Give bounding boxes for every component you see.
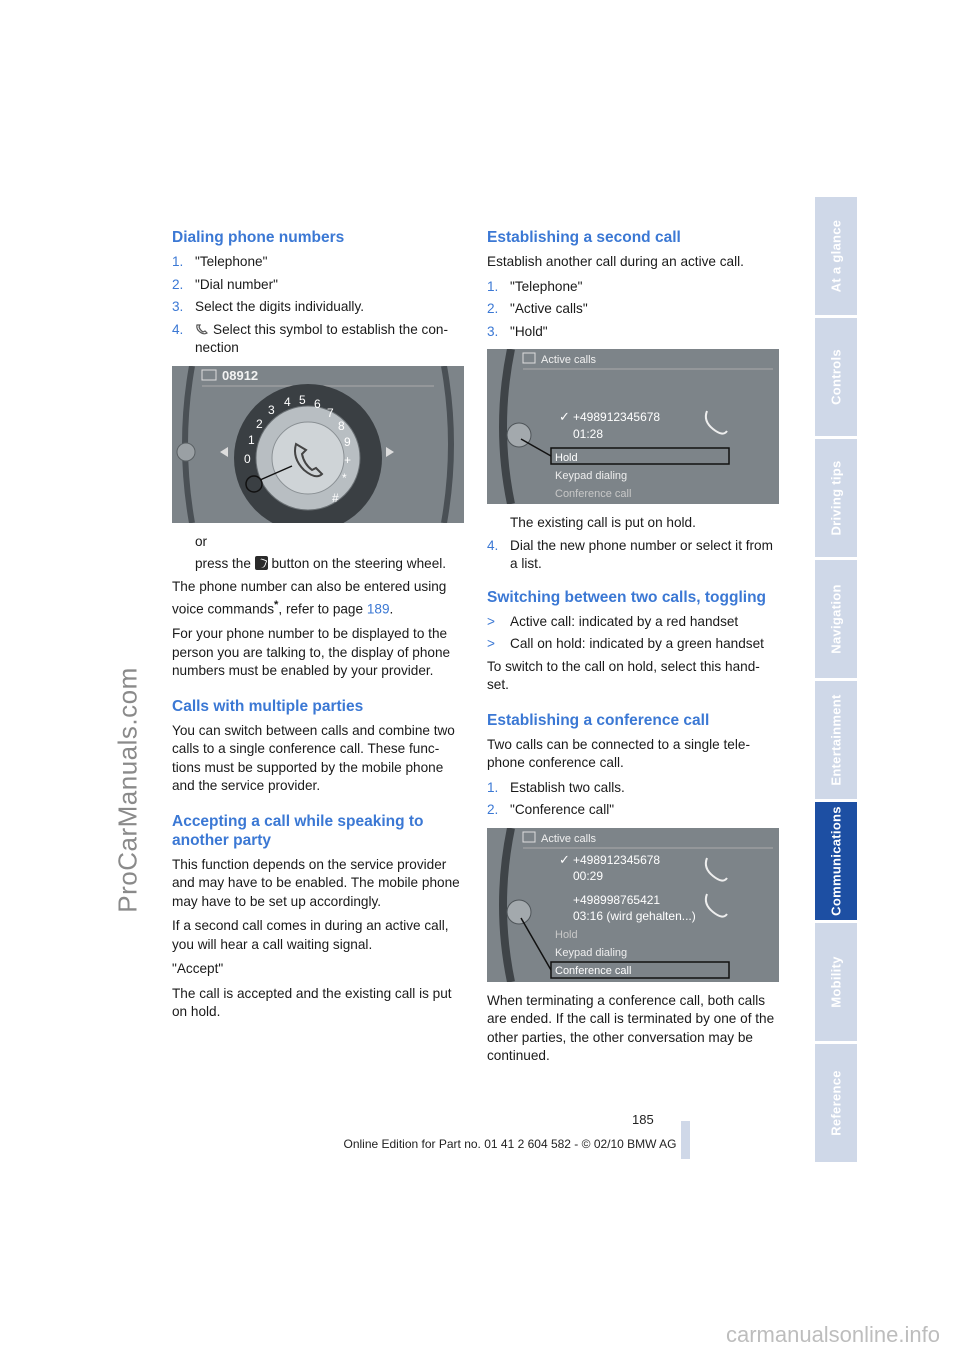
svg-text:03:16 (wird gehalten...): 03:16 (wird gehalten...) — [573, 908, 696, 923]
conference-step: 1. Establish two calls. — [487, 779, 625, 795]
right-column — [487, 228, 779, 1072]
heading-conference: Establishing a conference call — [487, 711, 710, 729]
svg-text:3: 3 — [268, 402, 275, 417]
svg-text:Conference call: Conference call — [555, 964, 632, 977]
svg-text:Keypad dialing: Keypad dialing — [555, 470, 628, 482]
second-step: 2. "Active calls" — [487, 301, 588, 316]
second-intro: Establish another call during an active call. — [487, 254, 744, 269]
steering-phone-button-icon — [255, 556, 268, 570]
svg-text:Hold: Hold — [555, 928, 578, 941]
dial-step: 3. Select the digits individually. — [172, 299, 365, 314]
tab-navigation[interactable]: Navigation — [815, 560, 857, 678]
svg-text:Conference call: Conference call — [555, 488, 632, 500]
heading-accepting: Accepting a call while speaking to another party — [172, 812, 424, 849]
accepting-para-2: If a second call comes in during an active call, you will hear a call waiting signal. — [172, 918, 449, 952]
bottom-watermark: carmanualsonline.info — [725, 1322, 940, 1347]
svg-text:+: + — [344, 452, 352, 467]
svg-text:+498912345678: +498912345678 — [573, 410, 661, 424]
heading-dialing: Dialing phone numbers — [172, 229, 345, 246]
svg-text:#: # — [332, 490, 339, 505]
svg-text:9: 9 — [344, 434, 351, 449]
dial-number-text: 08912 — [222, 367, 259, 383]
tab-reference[interactable]: Reference — [815, 1044, 857, 1162]
svg-text:+498998765421: +498998765421 — [573, 892, 661, 907]
dial-screen-image — [172, 366, 464, 523]
bullet-item: > Call on hold: indicated by a green handset — [487, 636, 764, 651]
bullet-item: > Active call: indicated by a red handset — [487, 613, 739, 629]
footer-text: Online Edition for Part no. 01 41 2 604 582 - © 02/10 BMW AG — [343, 1137, 677, 1151]
chapter-tabs — [815, 197, 857, 1165]
voice-commands-para: The phone number can also be entered using voice commands*, refer to page 189. — [172, 578, 447, 617]
svg-text:4: 4 — [284, 394, 291, 409]
left-column — [172, 228, 464, 1028]
heading-switching: Switching between two calls, toggling — [487, 588, 767, 606]
switch-para: To switch to the call on hold, select this hand-set. — [487, 658, 760, 692]
svg-text:2: 2 — [256, 416, 263, 431]
second-step: 1. "Telephone" — [487, 278, 583, 294]
svg-text:✓: ✓ — [559, 851, 570, 867]
active-calls-hold-image — [487, 349, 779, 504]
or-text: or — [195, 533, 208, 549]
accepted-para: The call is accepted and the existing call is put on hold. — [172, 985, 452, 1020]
display-para: For your phone number to be displayed to the person you are talking to, the display of phone numbers must be enabled by your provider. — [172, 626, 451, 679]
page-ref-link[interactable]: 189 — [366, 601, 390, 617]
multiple-para: You can switch between calls and combine two calls to a single conference call. These func-tions must be supported by the mobile phone and the service provider. — [172, 722, 455, 794]
accepting-para-1: This function depends on the service provider and may have to be enabled. The mobile phone may have to be set up accordingly. — [172, 856, 460, 909]
active-calls-conference-image — [487, 828, 779, 982]
second-step: 4. Dial the new phone number or select it from a list. — [487, 537, 773, 571]
svg-text:00:29: 00:29 — [573, 868, 604, 883]
dial-step: 4. Select this symbol to establish the con-nection — [172, 321, 448, 355]
side-watermark: ProCarManuals.com — [112, 667, 143, 913]
svg-text:Active calls: Active calls — [541, 832, 597, 845]
accept-label: "Accept" — [172, 961, 224, 977]
svg-text:1: 1 — [248, 432, 255, 447]
heading-second-call: Establishing a second call — [487, 229, 681, 246]
svg-text:8: 8 — [338, 418, 345, 433]
svg-text:01:28: 01:28 — [573, 427, 604, 441]
phone-handset-icon — [195, 323, 209, 335]
svg-text:*: * — [342, 470, 347, 485]
tab-driving-tips[interactable]: Driving tips — [815, 439, 857, 557]
dial-step: 2. "Dial number" — [172, 276, 278, 292]
conference-intro: Two calls can be connected to a single tele-phone conference call. — [487, 736, 750, 770]
tab-communications[interactable]: Communications — [815, 802, 857, 920]
svg-text:Active calls: Active calls — [541, 354, 597, 366]
tab-at-a-glance[interactable]: At a glance — [815, 197, 857, 315]
page-number: 185 — [632, 1112, 654, 1127]
conference-step: 2. "Conference call" — [487, 802, 615, 817]
svg-text:Keypad dialing: Keypad dialing — [555, 946, 628, 959]
terminate-para: When terminating a conference call, both calls are ended. If the call is terminated by one of the other parties, the other conversation may be continued. — [487, 992, 775, 1063]
tab-mobility[interactable]: Mobility — [815, 923, 857, 1041]
svg-text:0: 0 — [244, 451, 251, 466]
svg-text:7: 7 — [327, 405, 334, 420]
heading-multiple-parties: Calls with multiple parties — [172, 697, 364, 715]
svg-text:✓: ✓ — [559, 409, 570, 424]
svg-text:6: 6 — [314, 396, 321, 411]
tab-controls[interactable]: Controls — [815, 318, 857, 436]
svg-text:5: 5 — [299, 392, 306, 407]
press-text: press the button on the steering wheel. — [195, 556, 447, 571]
svg-text:Hold: Hold — [555, 452, 578, 464]
tab-entertainment[interactable]: Entertainment — [815, 681, 857, 799]
hold-result: The existing call is put on hold. — [510, 515, 696, 530]
svg-text:+498912345678: +498912345678 — [573, 852, 661, 867]
dial-step: 1. "Telephone" — [172, 254, 268, 269]
second-step: 3. "Hold" — [487, 323, 548, 339]
